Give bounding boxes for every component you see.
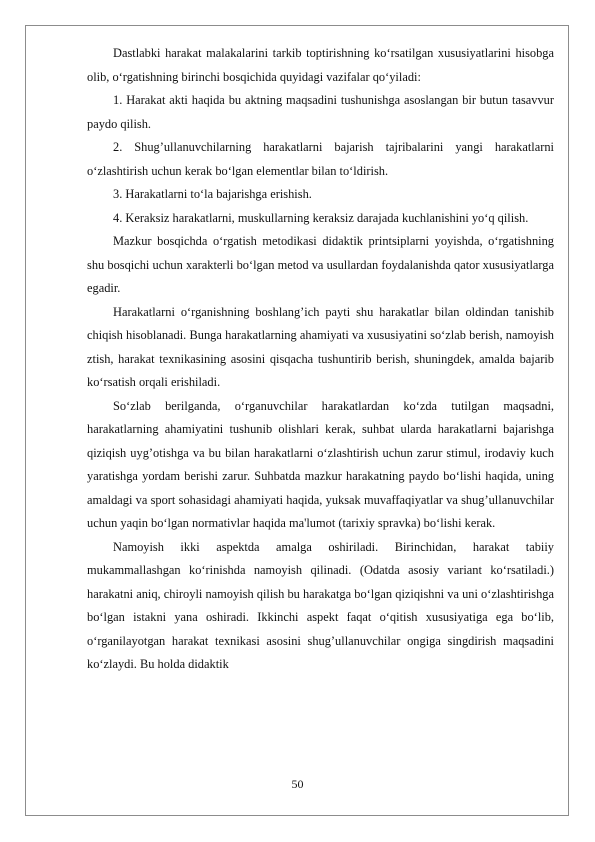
paragraph-familiarization: Harakatlarni o‘rganishning boshlang’ich payti shu harakatlar bilan oldindan tanishib chiqish hisoblanadi. Bunga harakatlarning ahamiyati va xususiyatini so‘zlab berish, namoyish ztish, harakat texnikasining asosini qisqacha tushuntirib berish, shuningdek, amalda bajarib ko‘rsatish orqali erishiladi. [87, 304, 554, 389]
body-text [87, 42, 554, 677]
paragraph-methodology: Mazkur bosqichda o‘rgatish metodikasi didaktik printsiplarni yoyishda, o‘rgatishning shu bosqichi uchun xarakterli bo‘lgan metod va usullardan foydalanishda qator xususiyatlarga egadir. [87, 234, 554, 295]
paragraph-task-1: 1. Harakat akti haqida bu aktning maqsadini tushunishga asoslangan bir butun tasavvur paydo qilish. [87, 93, 554, 131]
page-number: 50 [291, 777, 304, 791]
paragraph-intro: Dastlabki harakat malakalarini tarkib toptirishning ko‘rsatilgan xususiyatlarini hisobga olib, o‘rgatishning birinchi bosqichida quyidagi vazifalar qo‘yiladi: [87, 46, 554, 84]
paragraph-task-3: 3. Harakatlarni to‘la bajarishga erishish. [113, 187, 312, 201]
paragraph-task-4: 4. Keraksiz harakatlarni, muskullarning keraksiz darajada kuchlanishini yo‘q qilish. [113, 210, 529, 225]
paragraph-demonstration: Namoyish ikki aspektda amalga oshiriladi. Birinchidan, harakat tabiiy mukammallashgan ko‘rinishda namoyish qilinadi. (Odatda asosiy variant ko‘rsatiladi.) harakatni aniq, chiroyli namoyish qilish bu harakatga bo‘lgan qiziqishni va uni o‘zlashtirishga bo‘lgan istakni yana oshiradi. Ikkinchi aspekt faqat o‘qitish xususiyatiga ega bo‘lib, o‘rganilayotgan harakat texnikasi asosini shug’ullanuvchilar ongiga singdirish maqsadini ko‘zlaydi. Bu holda didaktik [87, 539, 554, 671]
paragraph-explanation: So‘zlab berilganda, o‘rganuvchilar harakatlardan ko‘zda tutilgan maqsadni, harakatlarning ahamiyatini tushunib olishlari kerak, suhbat ularda harakatlarni bajarishga qiziqish uyg’otishga va bu bilan harakatlarni o‘zlashtirish uchun zarur stimul, irodaviy kuch yaratishga yordam berishi zarur. Suhbatda mazkur harakatning paydo bo‘lishi haqida, uning amaldagi va sport sohasidagi ahamiyati haqida, yuksak muvaffaqiyatlar va shug’ullanuvchilar uchun yaqin bo‘lgan normativlar haqida ma'lumot (tarixiy spravka) bo‘lishi kerak. [87, 398, 554, 530]
paragraph-task-2: 2. Shug’ullanuvchilarning harakatlarni bajarish tajribalarini yangi harakatlarni o‘zlashtirish uchun kerak bo‘lgan elementlar bilan to‘ldirish. [87, 140, 554, 178]
